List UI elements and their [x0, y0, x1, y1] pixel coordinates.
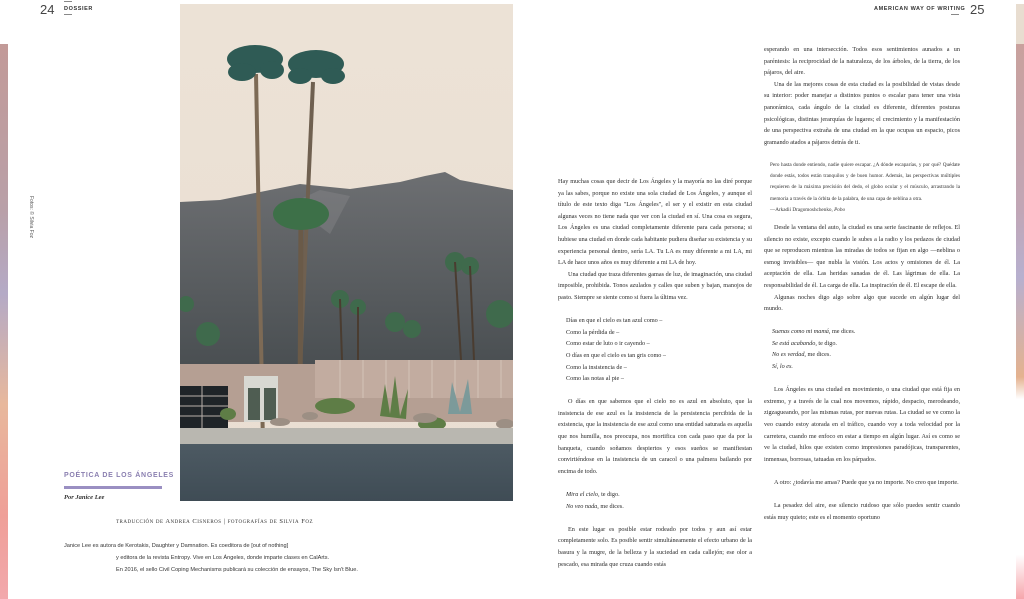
dialogue-rest: , te digo. [597, 491, 620, 499]
paragraph: Una ciudad que traza diferentes gamas de luz, de imaginación, una ciudad imposible, prohibida. Tonos azulados y calles que suben y bajan, manojos de pasto. Siempre se siente como si fuera la última vez. [558, 270, 752, 301]
dialogue-line [764, 349, 960, 361]
dialogue-italic: No veo nada [566, 502, 598, 510]
right-page-number: 25 [970, 2, 985, 17]
paragraph: Una de las mejores cosas de esta ciudad es la posibilidad de vistas desde su interior: poder manejar a distintos puntos o escalar para tener una vista panorámica, cada ángulo de la ciudad es diferente, diferentes posturas psicológicas, distintas jerarquías de lugares; el crecimiento y la manifestación de una perspectiva extraña de una ciudad en la que ocupas un espacio, picos gramando atados a pájaros detrás de ti. [764, 80, 960, 146]
left-page-number: 24 [40, 2, 55, 17]
quote-text: Pero hasta donde entiendo, nadie quiere escapar. ¿A dónde escaparías, y por qué? Quédate donde estás, todos están tranquilos y de buen humor. Además, las perspectivas múltiples requieren de la máxima precisión del dedo, el globo ocular y el músculo, arrastrando la memoria a través de la órbita de la palabra, de una capa de neblina a otra. [770, 161, 960, 202]
dialogue-line [764, 338, 960, 350]
author-bio-line-3: En 2016, el sello Civil Coping Mechanisms publicará su colección de ensayos, The Sky Isn't Blue. [116, 567, 358, 573]
left-section-label: DOSSIER [64, 6, 93, 12]
dialogue-italic: Mira el cielo [566, 491, 598, 499]
quote-attribution [770, 205, 960, 216]
header-rule-bottom [64, 14, 72, 15]
author-bio-line-1: Janice Lee es autora de Kerotakis, Daughter y Damnation. Es coeditora de [out of nothing] [64, 543, 289, 549]
paragraph: Los Ángeles es una ciudad en movimiento, o una ciudad que está fija en extremo, y a través de la cual nos movemos, rápido, despacio, merodeando, zigzagueando, por las mismas rutas, por nuevas rutas. La ciudad se ve como la veo cuando estoy atorada en el tráfico, cuando voy a toda velocidad por la carretera, cuando me enfoco en estar a tiempo en algún lugar. Así es como se ve la ciudad, hilos que existen como impresiones paradójicas, transparentes, inmensas, borrosas, tatuadas en los párpados. [764, 386, 960, 463]
dialogue-rest: , me dices. [597, 502, 624, 510]
dialogue-italic: Se está acabando [772, 339, 816, 347]
paragraph: Algunas noches digo algo sobre algo que sucede en algún lugar del mundo. [764, 293, 960, 313]
header-rule-right [951, 14, 959, 15]
translation-photo-credits: traducción de Andrea Cisneros | fotografías de Silvia Foz [116, 518, 314, 525]
dialogue-line [558, 489, 752, 501]
paragraph: En este lugar es posible estar rodeado por todos y aun así estar completamente solo. Es posible sentir simultáneamente el efecto urbano de la basura y la mugre, de la belleza y la suciedad en cada callejón; ese olor a pescado, esa mirada que cruza cuando estás [558, 525, 752, 568]
dialogue-line [764, 326, 960, 338]
verse-line: Como estar de luto o ir cayendo – [566, 340, 650, 348]
feature-photo [180, 4, 513, 501]
dialogue-rest: , me dices. [828, 328, 856, 336]
byline: Por Janice Lee [64, 494, 105, 501]
verse-line: Como las notas al pie – [566, 375, 624, 383]
paragraph: La pesadez del aire, ese silencio ruidoso que sólo puedes sentir cuando estás muy quieto; este es el momento oportuno [764, 502, 960, 521]
quote-work: Pobo [834, 206, 846, 213]
dialogue-rest: , te digo. [815, 339, 837, 347]
author-bio-line-2: y editora de la revista Entropy. Vive en Los Ángeles, donde imparte clases en CalArts. [116, 555, 330, 561]
dialogue-italic: Sí, lo es. [772, 363, 793, 371]
quote-author: —Arkadii Dragomoshchenko, [770, 206, 835, 213]
dialogue-italic: Suenas como mi mamá [772, 328, 829, 336]
paragraph: Desde la ventana del auto, la ciudad es una serie fascinante de reflejos. El silencio no existe, excepto cuando le subes a la radio y los pedazos de ciudad que se reproducen mientras las miradas de todos se fijan en algo —neblina o esmog invisibles— que nubla la visión. Los actos y omisiones de él. La aceptación de ella. Las heridas sanadas de él. Las lágrimas de ella. La responsabilidad de él. La carga de ella. La inspiración de él. El escape de ella. [764, 223, 960, 289]
verse-line: Como la pérdida de – [566, 328, 620, 336]
verse-line: O días en que el cielo es tan gris como – [566, 351, 667, 359]
paragraph: O días en que sabemos que el cielo no es azul en absoluto, que la insistencia de ese azul es la insistencia de la persistencia percibida de la existencia, que la insistencia de ese azul como una entidad saturada es aquella que nos humilla, nos preocupa, nos mortifica con cada paso que da por la banqueta, cuando soñamos despiertos y esos sueños se manifiestan convirtiéndose en la insistencia de un caracol o una palmera bailando por encima de todo. [558, 398, 752, 475]
photo-credit: Fotos: © Silvia Foz [28, 196, 34, 239]
header-rule-top [64, 1, 72, 2]
title-rule [64, 486, 162, 489]
epigraph-quote [764, 160, 960, 216]
dialogue-italic: No es verdad [772, 351, 805, 359]
dialogue-line [764, 361, 960, 373]
right-section-label: AMERICAN WAY OF WRITING [874, 6, 966, 12]
dialogue-line [558, 501, 752, 513]
paragraph: Hay muchas cosas que decir de Los Ángeles y la mayoría no las diré porque ya las sabes, porque no existe una sola ciudad de Los Ángeles, y aunque el título de este texto diga "Los Ángeles", el ser y el existir en esta ciudad algunas veces no tiene nada que ver con la ciudad en sí. Una cosa es segura, Los Ángeles es una ciudad completamente diferente para cada persona; si hubiese una ciudad en donde cada habitante pudiera diseñar su existencia y su experiencia personal dentro, sería LA. Tu LA es muy diferente a mi LA, mi LA de hace unos años es muy diferente a mi LA de hoy. [558, 178, 752, 267]
verse-line: Como la insistencia de – [566, 363, 627, 371]
right-gradient-strip [1016, 44, 1024, 599]
verse-line: Días en que el cielo es tan azul como – [566, 317, 663, 325]
body-column-1 [558, 176, 752, 570]
top-right-swatch [1016, 4, 1024, 44]
left-gradient-strip [0, 44, 8, 599]
body-column-2 [764, 44, 960, 523]
article-title: POÉTICA DE LOS ÁNGELES [64, 472, 175, 479]
paragraph: esperando en una intersección. Todos esos sentimientos aunados a un paréntesis: la reciprocidad de la naturaleza, de los árboles, de la tierra, de los pájaros, del aire. [764, 46, 960, 77]
paragraph: A otro: ¿todavía me amas? Puede que ya no importe. No creo que importe. [774, 479, 959, 487]
dialogue-rest: , me dices. [804, 351, 831, 359]
